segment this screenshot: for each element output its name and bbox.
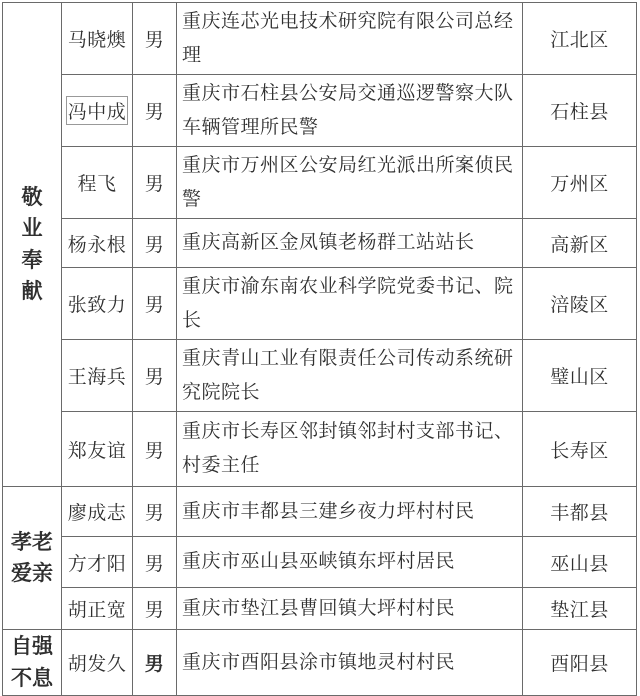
name-cell: 王海兵 [62, 340, 133, 412]
name-cell: 胡发久 [62, 630, 133, 696]
description-cell: 重庆连芯光电技术研究院有限公司总经理 [177, 3, 523, 75]
gender-cell: 男 [133, 630, 177, 696]
description-cell: 重庆青山工业有限责任公司传动系统研究院院长 [177, 340, 523, 412]
table-row [3, 340, 637, 412]
gender-cell: 男 [133, 147, 177, 219]
name-cell: 张致力 [62, 268, 133, 340]
description-cell: 重庆市垫江县曹回镇大坪村村民 [177, 588, 523, 630]
category-label: 孝老爱亲 [11, 530, 53, 585]
description-cell: 重庆高新区金凤镇老杨群工站站长 [177, 219, 523, 268]
gender-cell: 男 [133, 340, 177, 412]
description-cell: 重庆市丰都县三建乡夜力坪村村民 [177, 487, 523, 537]
gender-cell: 男 [133, 268, 177, 340]
district-cell: 垫江县 [523, 588, 637, 630]
name-cell: 郑友谊 [62, 412, 133, 487]
category-label: 自强不息 [11, 635, 53, 690]
table-row [3, 3, 637, 75]
table-row [3, 268, 637, 340]
table-row [3, 630, 637, 696]
table-row [3, 147, 637, 219]
category-label: 敬业奉献 [21, 185, 43, 303]
name-cell [62, 75, 133, 147]
district-cell: 万州区 [523, 147, 637, 219]
description-cell: 重庆市长寿区邻封镇邻封村支部书记、村委主任 [177, 412, 523, 487]
district-cell: 涪陵区 [523, 268, 637, 340]
district-cell: 丰都县 [523, 487, 637, 537]
district-cell: 高新区 [523, 219, 637, 268]
description-cell: 重庆市渝东南农业科学院党委书记、院长 [177, 268, 523, 340]
name-cell: 马晓燠 [62, 3, 133, 75]
gender-cell: 男 [133, 75, 177, 147]
table-row [3, 75, 637, 147]
description-cell: 重庆市石柱县公安局交通巡逻警察大队车辆管理所民警 [177, 75, 523, 147]
table-row [3, 412, 637, 487]
gender-cell: 男 [133, 537, 177, 588]
district-cell: 璧山区 [523, 340, 637, 412]
gender-cell: 男 [133, 588, 177, 630]
category-cell [3, 487, 62, 630]
table-row [3, 537, 637, 588]
description-cell: 重庆市酉阳县涂市镇地灵村村民 [177, 630, 523, 696]
description-cell: 重庆市万州区公安局红光派出所案侦民警 [177, 147, 523, 219]
district-cell: 江北区 [523, 3, 637, 75]
category-cell [3, 630, 62, 696]
name-cell: 杨永根 [62, 219, 133, 268]
category-cell [3, 3, 62, 487]
description-cell: 重庆市巫山县巫峡镇东坪村居民 [177, 537, 523, 588]
gender-cell: 男 [133, 487, 177, 537]
name-cell: 胡正宽 [62, 588, 133, 630]
table-row [3, 588, 637, 630]
awards-table [2, 2, 637, 696]
table-row [3, 487, 637, 537]
district-cell: 巫山县 [523, 537, 637, 588]
gender-cell: 男 [133, 3, 177, 75]
district-cell: 石柱县 [523, 75, 637, 147]
gender-cell: 男 [133, 219, 177, 268]
district-cell: 长寿区 [523, 412, 637, 487]
name-cell: 廖成志 [62, 487, 133, 537]
table-row [3, 219, 637, 268]
gender-cell: 男 [133, 412, 177, 487]
name-cell: 方才阳 [62, 537, 133, 588]
name-cell: 程飞 [62, 147, 133, 219]
name-selection-box[interactable]: 冯中成 [66, 96, 129, 125]
district-cell: 酉阳县 [523, 630, 637, 696]
